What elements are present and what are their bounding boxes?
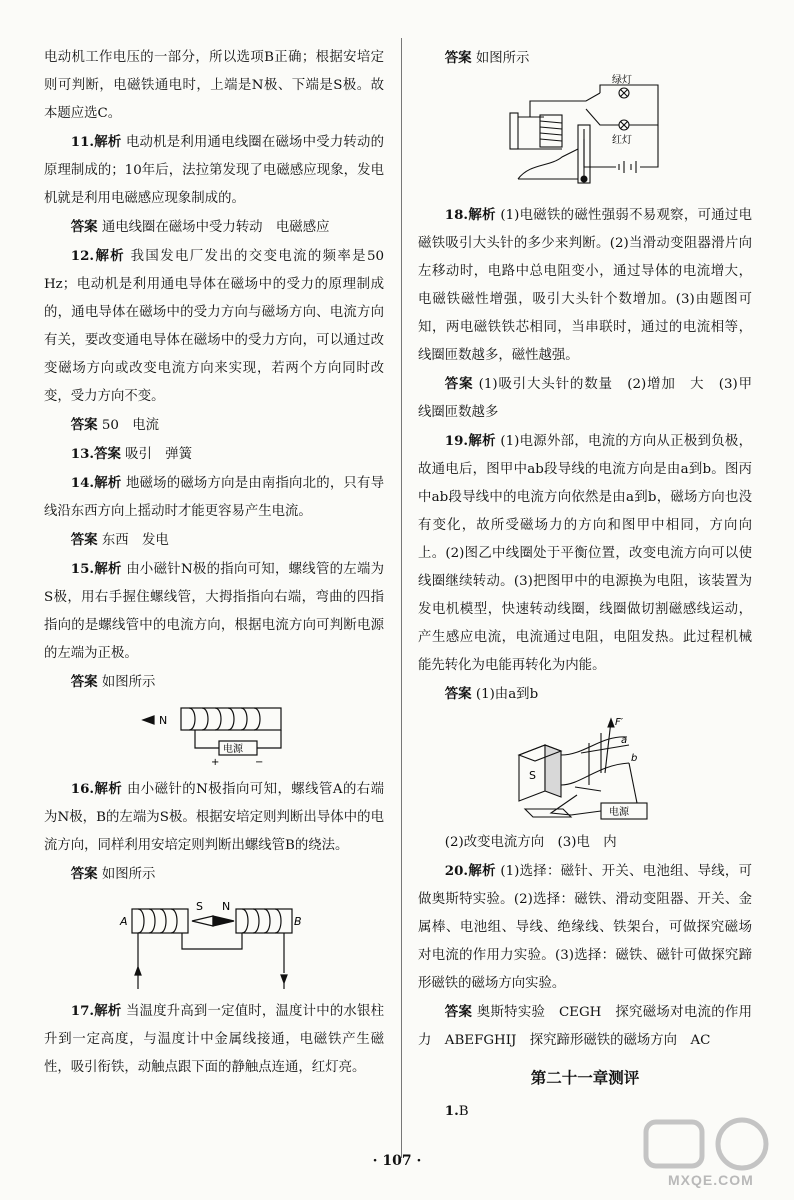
q14-explanation: 14.解析 地磁场的磁场方向是由南指向北的，只有导线沿东西方向上摇动时才能更容易产生电流。 <box>44 475 385 519</box>
q16-answer: 答案 如图所示 <box>70 866 156 882</box>
q18-explanation: 18.解析 (1)电磁铁的磁性强弱不易观察，可通过电磁铁吸引大头针的多少来判断。(2)当滑动变阻器滑片向左移动时，电路中总电阻变小，通过导体的电流增大，电磁铁磁性增强，吸引大头针个数增加。(3)由题图可知，两电磁铁铁芯相同，当串联时，通过的电流相等，线圈匝数越多，磁性越强。 <box>418 207 753 363</box>
fig16-s-label: S <box>196 900 203 913</box>
fig16-n-label: N <box>222 900 231 913</box>
q17-explanation: 17.解析 当温度升高到一定值时，温度计中的水银柱升到一定高度，与温度计中金属线接通，电磁铁产生磁性，吸引衔铁，动触点跟下面的静触点连通，红灯亮。 <box>44 1003 385 1075</box>
q19-answer-continued: (2)改变电流方向 (3)电 内 <box>444 835 617 850</box>
fig15-minus-label: − <box>255 757 264 768</box>
q11-answer: 答案 通电线圈在磁场中受力转动 电磁感应 <box>70 219 330 235</box>
fig19-force-label: F′ <box>615 717 624 728</box>
q20-explanation: 20.解析 (1)选择：磁针、开关、电池组、导线，可做奥斯特实验。(2)选择：磁铁、滑动变阻器、开关、金属棒、电池组、导线、绝缘线、铁架台，可做探究磁场对电流的作用力实验。(3)选择：磁铁、磁针可做探究蹄形磁铁的磁场方向实验。 <box>418 863 753 991</box>
fig15-n-label: N <box>159 714 168 727</box>
q16-explanation: 16.解析 由小磁针的N极指向可知，螺线管A的右端为N极，B的左端为S极。根据安培定则判断出导体中的电流方向，同样利用安培定则判断出螺线管B的绕法。 <box>44 781 385 853</box>
fig16-a-label: A <box>120 915 128 928</box>
watermark-text: MXQE.COM <box>668 1172 754 1188</box>
q15-explanation: 15.解析 由小磁针N极的指向可知，螺线管的左端为S极，用右手握住螺线管，大拇指指向右端，弯曲的四指指向的是螺线管中的电流方向，根据电流方向可判断电源的左端为正极。 <box>44 561 385 661</box>
q15-answer: 答案 如图所示 <box>70 674 156 690</box>
compass-needle-icon <box>213 916 234 926</box>
continued-paragraph: 电动机工作电压的一部分，所以选项B正确；根据安培定则可判断，电磁铁通电时，上端是N极、下端是S极。故本题应选C。 <box>44 50 384 121</box>
fig19-b-label: b <box>631 753 638 764</box>
q11-explanation: 11.解析 电动机是利用通电线圈在磁场中受力转动的原理制成的；10年后，法拉第发现了电磁感应现象，发电机就是利用电磁感应现象制成的。 <box>44 134 385 206</box>
left-column <box>44 44 384 1082</box>
fig16-b-label: B <box>294 915 302 928</box>
q13-answer: 13.答案 吸引 弹簧 <box>70 446 193 462</box>
fig19-a-label: a <box>621 735 628 746</box>
chapter-q1-answer: 1.B <box>444 1103 469 1119</box>
q17-answer: 答案 如图所示 <box>444 50 530 66</box>
red-light-label: 红灯 <box>612 135 632 146</box>
compass-needle-icon <box>143 716 154 724</box>
chapter-heading: 第二十一章测评 <box>530 1068 640 1087</box>
green-light-label: 绿灯 <box>612 75 632 86</box>
arrow-up-icon <box>135 967 141 975</box>
two-solenoids-figure <box>120 895 304 991</box>
fig19-s-label: S <box>529 769 536 782</box>
page-number: · 107 · <box>372 1153 422 1169</box>
solenoid-circuit-figure <box>139 703 289 769</box>
q20-answer: 答案 奥斯特实验 CEGH 探究磁场对电流的作用力 ABEFGHIJ 探究蹄形磁铁的磁场方向 AC <box>418 1004 752 1048</box>
q12-explanation: 12.解析 我国发电厂发出的交变电流的频率是50 Hz；电动机是利用通电导体在磁场中的受力的原理制成的，通电导体在磁场中的受力方向与磁场方向、电流方向有关，要改变通电导体在磁场中的受力方向，可以通过改变磁场方向或改变电流方向来实现，若两个方向同时改变，受力方向不变。 <box>44 248 384 404</box>
relay-circuit-figure <box>500 75 670 195</box>
fig15-source-label: 电源 <box>223 744 243 755</box>
fig15-plus-label: + <box>211 757 220 768</box>
column-divider <box>401 38 402 1158</box>
q14-answer: 答案 东西 发电 <box>70 532 169 548</box>
right-column <box>418 44 766 1126</box>
q18-answer: 答案 (1)吸引大头针的数量 (2)增加 大 (3)甲 线圈匝数越多 <box>418 376 766 420</box>
fig19-source-label: 电源 <box>609 807 629 818</box>
q19-explanation: 19.解析 (1)电源外部，电流的方向从正极到负极，故通电后，图甲中ab段导线的电流方向是由a到b。图丙中ab段导线中的电流方向依然是由a到b，磁场方向也没有变化，故所受磁场力的方向和图甲中相同，方向向上。(2)图乙中线圈处于平衡位置，改变电流方向可以使线圈继续转动。(3)把图甲中的电源换为电阻，该装置为发电机模型，快速转动线圈，线圈做切割磁感线运动，产生感应电流，电流通过电阻，电阻发热。此过程机械能先转化为电能再转化为内能。 <box>418 433 753 673</box>
magnet-rod-figure <box>505 715 665 823</box>
arrow-down-icon <box>281 975 287 983</box>
q12-answer: 答案 50 电流 <box>70 417 160 433</box>
q19-answer: 答案 (1)由a到b <box>444 686 539 702</box>
